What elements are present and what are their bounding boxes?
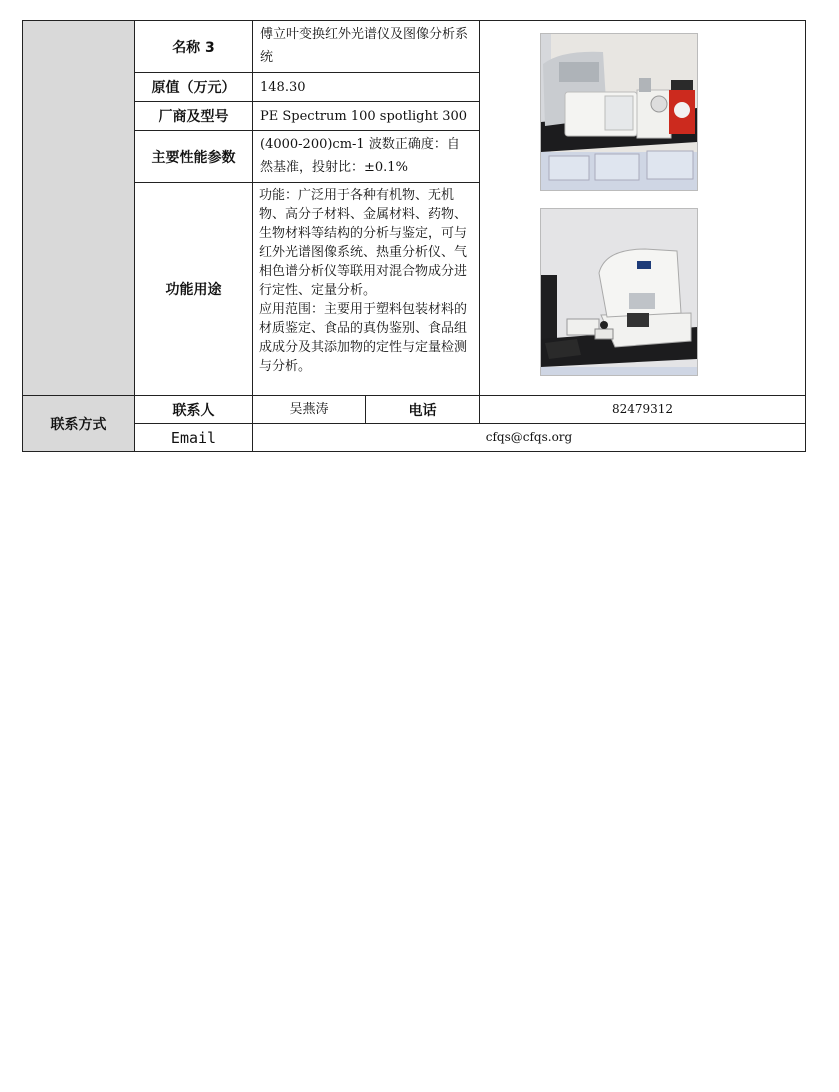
name-label: 名称 3 xyxy=(134,20,253,73)
params-value: (4000-200)cm-1 波数正确度：自然基准，投射比：±0.1% xyxy=(252,130,480,183)
price-label: 原值（万元） xyxy=(134,72,253,102)
price-value: 148.30 xyxy=(252,72,480,102)
phone-value: 82479312 xyxy=(479,395,806,424)
microscope-imaging-photo xyxy=(540,208,698,376)
person-label: 联系人 xyxy=(134,395,253,424)
maker-value: PE Spectrum 100 spotlight 300 xyxy=(252,101,480,131)
equipment-info-table xyxy=(22,20,806,452)
person-value: 吴燕涛 xyxy=(252,395,366,424)
function-text: 功能：广泛用于各种有机物、无机物、高分子材料、金属材料、药物、生物材料等结构的分析与鉴定，可与红外光谱图像系统、热重分析仪、气相色谱分析仪等联用对混合物成分进行定性、定量分析。 xyxy=(259,188,468,298)
params-label: 主要性能参数 xyxy=(134,130,253,183)
function-value xyxy=(252,182,480,396)
photos-cell xyxy=(479,20,806,396)
email-value: cfqs@cfqs.org xyxy=(252,423,806,452)
spectrometer-photo xyxy=(540,33,698,191)
phone-label: 电话 xyxy=(365,395,480,424)
email-label: Email xyxy=(134,423,253,452)
maker-label: 厂商及型号 xyxy=(134,101,253,131)
application-text: 应用范围：主要用于塑料包装材料的材质鉴定、食品的真伪鉴别、食品组成成分及其添加物的定性与定量检测与分析。 xyxy=(259,302,468,374)
contact-label: 联系方式 xyxy=(22,395,135,452)
left-gray-column xyxy=(22,20,135,396)
name-value: 傅立叶变换红外光谱仪及图像分析系统 xyxy=(252,20,480,73)
function-label: 功能用途 xyxy=(134,182,253,396)
